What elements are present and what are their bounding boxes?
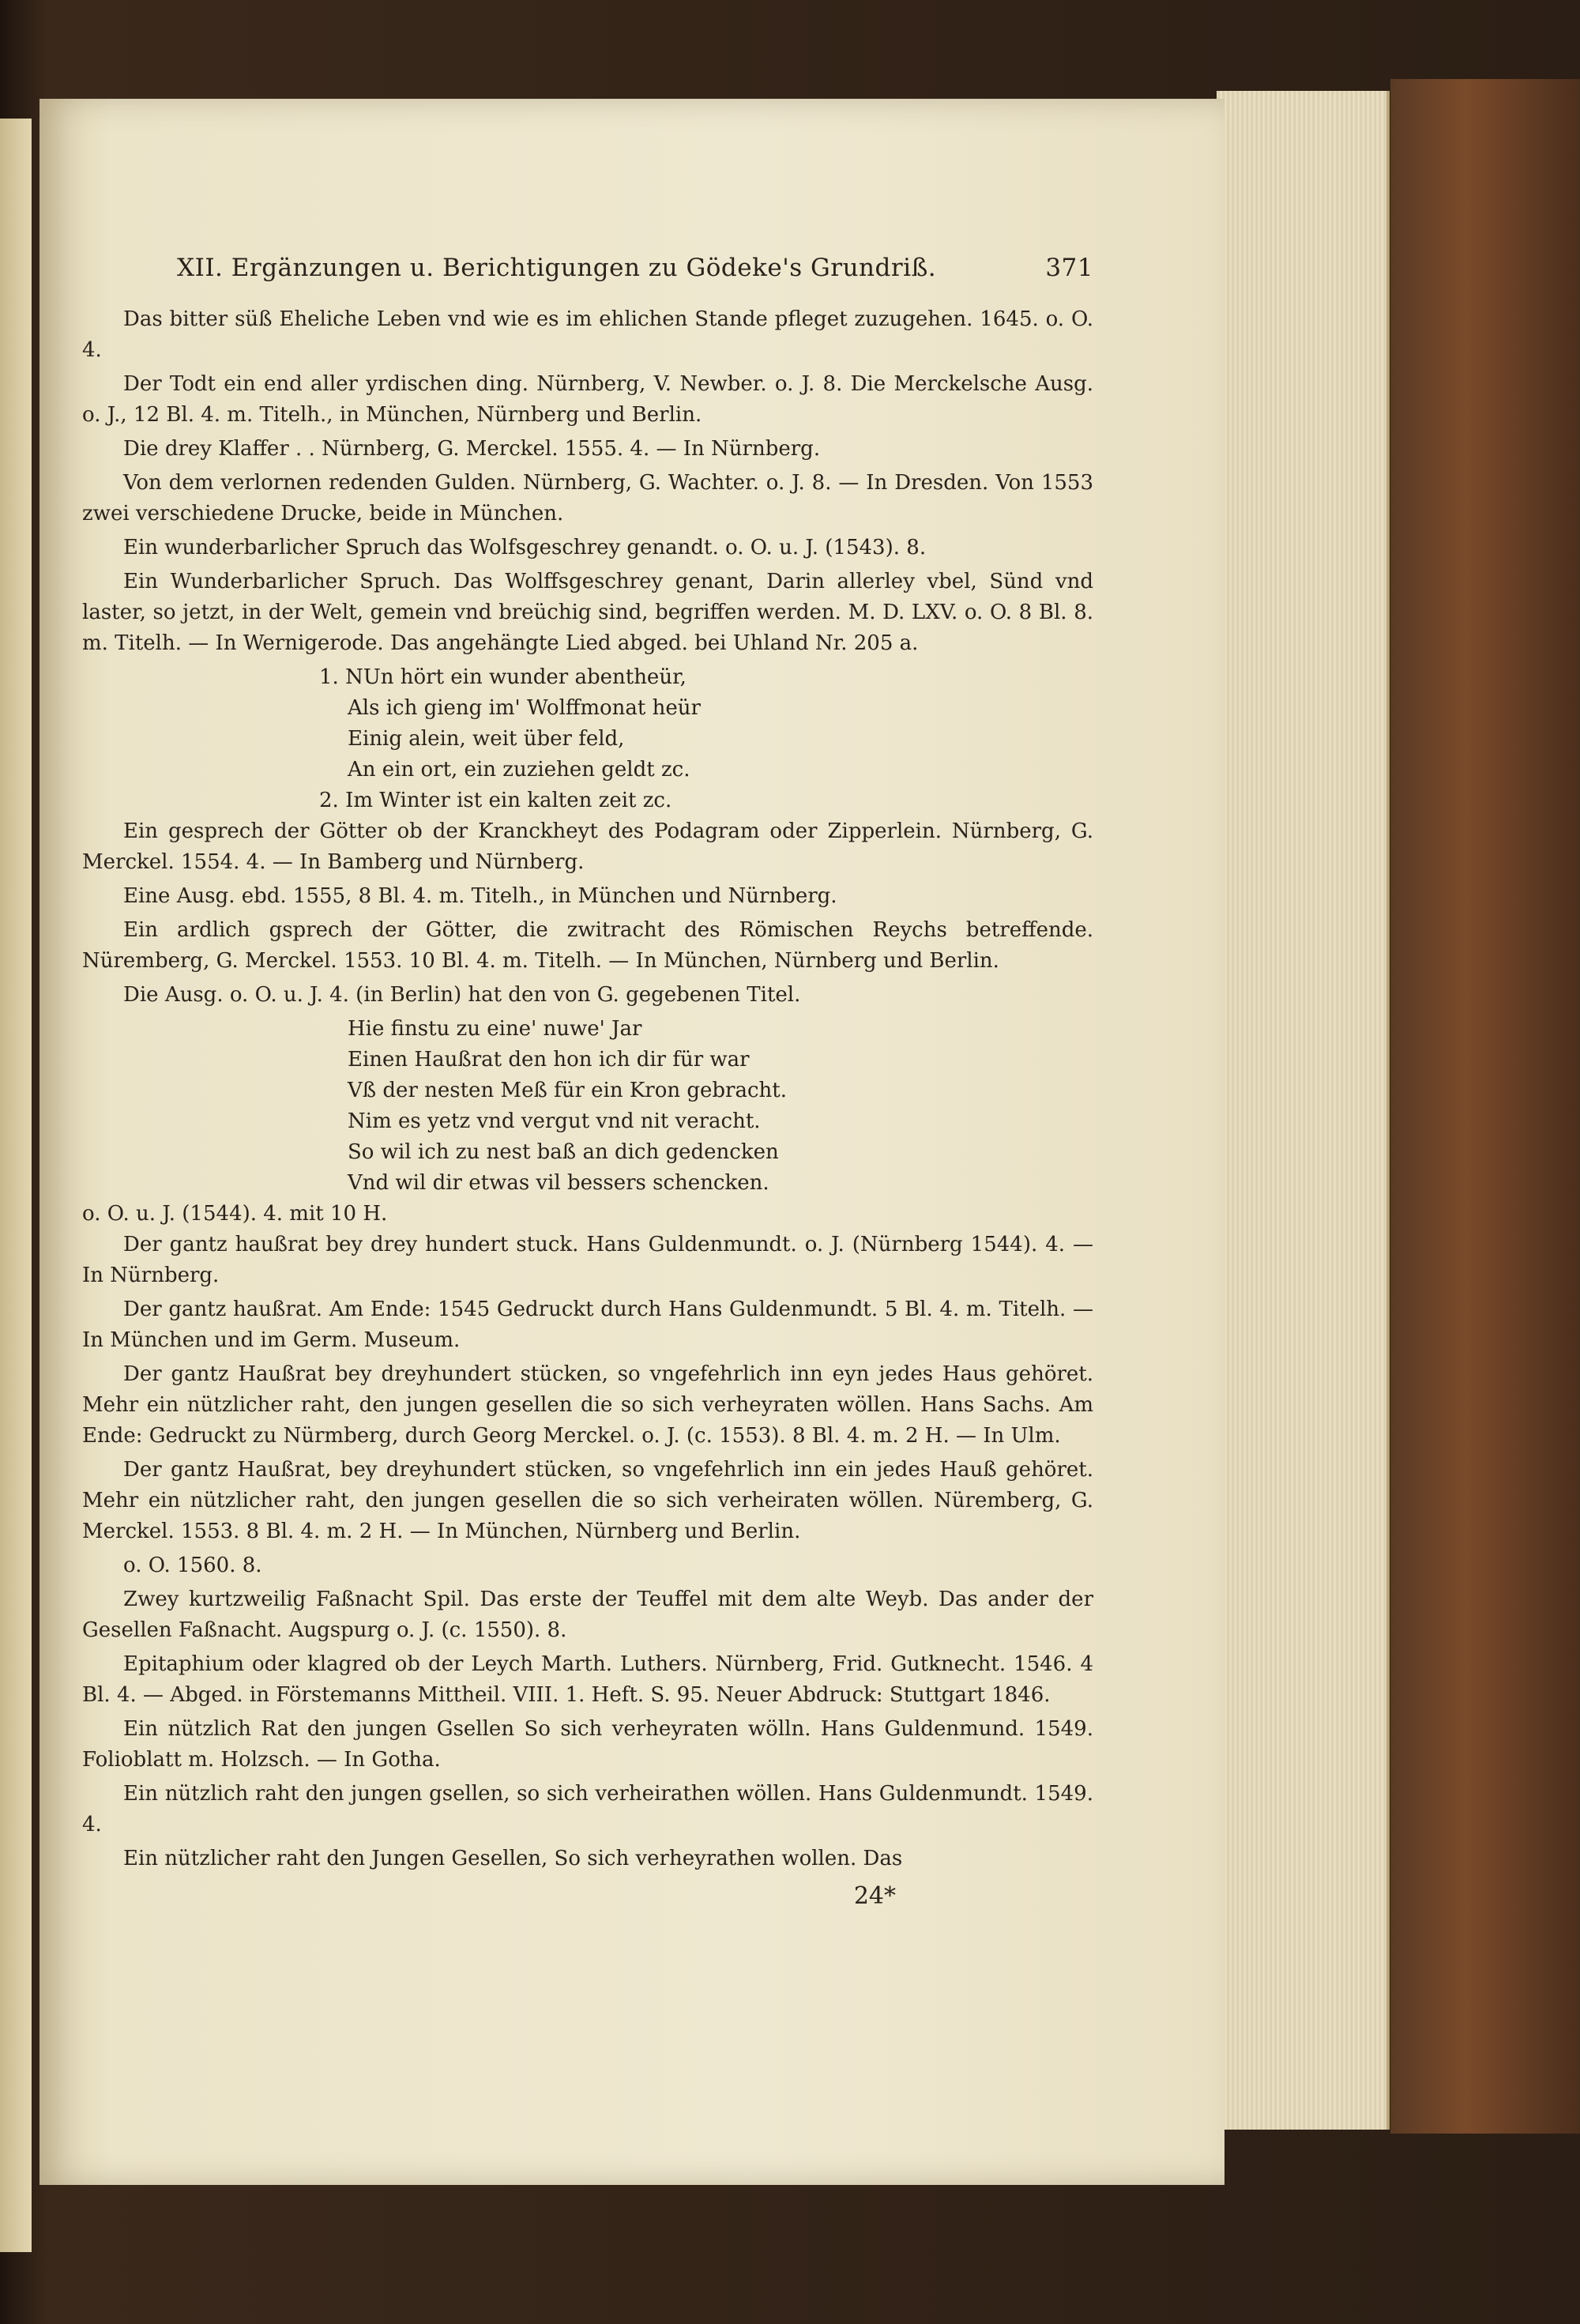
- entry-paragraph: Ein nützlich Rat den jungen Gsellen So sich verheyraten wölln. Hans Guldenmund. 1549. Folioblatt m. Holzsch. — In Gotha.: [82, 1717, 1093, 1772]
- verse-line: 2. Im Winter ist ein kalten zeit zc.: [319, 789, 672, 812]
- entry-paragraph: Ein wunderbarlicher Spruch das Wolfsgeschrey genandt. o. O. u. J. (1543). 8.: [123, 536, 927, 559]
- verse-line: 1. NUn hört ein wunder abentheür,: [319, 665, 687, 689]
- entry-line: o. O. u. J. (1544). 4. mit 10 H.: [82, 1202, 388, 1226]
- verse-line: Einen Haußrat den hon ich dir für war: [348, 1048, 750, 1072]
- page-stack-edge: [1217, 91, 1390, 2130]
- running-header: [82, 253, 1093, 284]
- verse-line: An ein ort, ein zuziehen geldt zc.: [348, 758, 690, 782]
- entry-paragraph: Die Ausg. o. O. u. J. 4. (in Berlin) hat den von G. gegebenen Titel.: [123, 983, 801, 1007]
- verse-line: Hie finstu zu eine' nuwe' Jar: [348, 1017, 642, 1041]
- sheet-signature: 24*: [853, 1882, 896, 1910]
- entry-paragraph: Ein nützlicher raht den Jungen Gesellen, So sich verheyrathen wollen. Das: [123, 1847, 903, 1870]
- entry-paragraph: Die drey Klaffer . . Nürnberg, G. Merckel. 1555. 4. — In Nürnberg.: [123, 437, 821, 461]
- book-cover-edge: [1390, 79, 1580, 2134]
- verse-line: Nim es yetz vnd vergut vnd nit veracht.: [348, 1109, 761, 1133]
- entry-paragraph: o. O. 1560. 8.: [123, 1554, 262, 1577]
- entry-paragraph: Von dem verlornen redenden Gulden. Nürnberg, G. Wachter. o. J. 8. — In Dresden. Von 1553 zwei verschiedene Drucke, beide in München.: [82, 471, 1093, 525]
- entry-paragraph: Der gantz Haußrat, bey dreyhundert stücken, so vngefehrlich inn ein jedes Hauß gehöret. Mehr ein nützlicher raht, den jungen gesellen die so sich verheiraten wöllen. Nüremberg, G. Merckel. 1553. 8 Bl. 4. m. 2 H. — In München, Nürnberg und Berlin.: [82, 1458, 1093, 1543]
- verse-line: Vnd wil dir etwas vil bessers schencken.: [348, 1171, 769, 1195]
- entry-paragraph: Ein Wunderbarlicher Spruch. Das Wolffsgeschrey genant, Darin allerley vbel, Sünd vnd laster, so jetzt, in der Welt, gemein vnd breüchig sind, begriffen werden. M. D. LXV. o. O. 8 Bl. 8. m. Titelh. — In Wernigerode. Das angehängte Lied abged. bei Uhland Nr. 205 a.: [82, 570, 1093, 655]
- entry-paragraph: Epitaphium oder klagred ob der Leych Marth. Luthers. Nürnberg, Frid. Gutknecht. 1546. 4 Bl. 4. — Abged. in Förstemanns Mittheil. VIII. 1. Heft. S. 95. Neuer Abdruck: Stuttgart 1846.: [82, 1652, 1093, 1707]
- entry-paragraph: Eine Ausg. ebd. 1555, 8 Bl. 4. m. Titelh., in München und Nürnberg.: [123, 884, 837, 908]
- verse-line: So wil ich zu nest baß an dich gedencken: [348, 1140, 779, 1164]
- entry-paragraph: Das bitter süß Eheliche Leben vnd wie es im ehlichen Stande pfleget zuzugehen. 1645. o. O. 4.: [82, 307, 1093, 362]
- entry-paragraph: Ein nützlich raht den jungen gsellen, so sich verheirathen wöllen. Hans Guldenmundt. 1549. 4.: [82, 1782, 1093, 1836]
- page-number: 371: [1045, 254, 1093, 282]
- entry-paragraph: Der gantz haußrat bey drey hundert stuck. Hans Guldenmundt. o. J. (Nürnberg 1544). 4. — In Nürnberg.: [82, 1233, 1093, 1287]
- entry-paragraph: Der Todt ein end aller yrdischen ding. Nürnberg, V. Newber. o. J. 8. Die Merckelsche Ausg. o. J., 12 Bl. 4. m. Titelh., in München, Nürnberg und Berlin.: [82, 372, 1093, 427]
- verse-line: Als ich gieng im' Wolffmonat heür: [348, 696, 701, 720]
- entry-paragraph: Der gantz Haußrat bey dreyhundert stücken, so vngefehrlich inn eyn jedes Haus gehöret. Mehr ein nützlicher raht, den jungen gesellen die so sich verheyraten wöllen. Hans Sachs. Am Ende: Gedruckt zu Nürmberg, durch Georg Merckel. o. J. (c. 1553). 8 Bl. 4. m. 2 H. — In Ulm.: [82, 1362, 1093, 1448]
- entry-paragraph: Ein ardlich gsprech der Götter, die zwitracht des Römischen Reychs betreffende. Nüremberg, G. Merckel. 1553. 10 Bl. 4. m. Titelh. — In München, Nürnberg und Berlin.: [82, 918, 1093, 973]
- verse-line: Vß der nesten Meß für ein Kron gebracht.: [348, 1079, 788, 1102]
- verse-line: Einig alein, weit über feld,: [348, 727, 625, 751]
- entry-paragraph: Ein gesprech der Götter ob der Kranckheyt des Podagram oder Zipperlein. Nürnberg, G. Merckel. 1554. 4. — In Bamberg und Nürnberg.: [82, 819, 1093, 874]
- page-text: [82, 253, 1093, 1912]
- running-title: XII. Ergänzungen u. Berichtigungen zu Gödeke's Grundriß.: [177, 254, 937, 282]
- facing-page-edge: [0, 119, 32, 2252]
- entry-paragraph: Zwey kurtzweilig Faßnacht Spil. Das erste der Teuffel mit dem alte Weyb. Das ander der Gesellen Faßnacht. Augspurg o. J. (c. 1550). 8.: [82, 1588, 1093, 1642]
- entry-paragraph: Der gantz haußrat. Am Ende: 1545 Gedruckt durch Hans Guldenmundt. 5 Bl. 4. m. Titelh. — In München und im Germ. Museum.: [82, 1298, 1093, 1352]
